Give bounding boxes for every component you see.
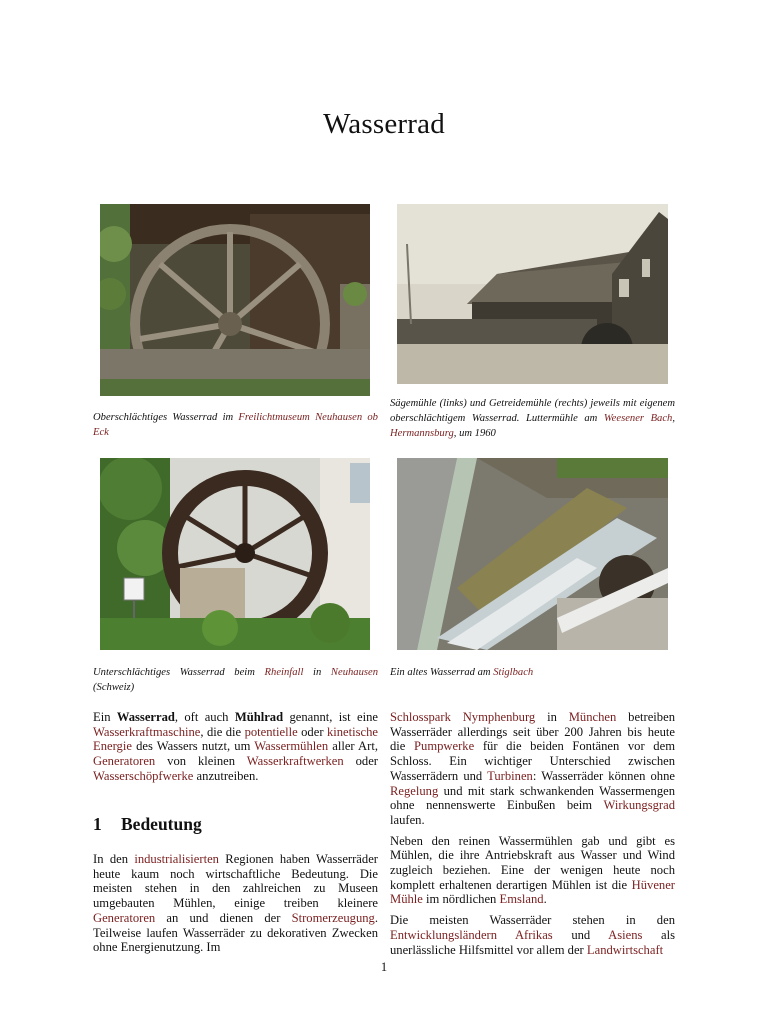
caption-text: Unterschlächtiges Wasserrad beim [93, 667, 265, 678]
text-run: Regionen haben Wasserräder heute kaum noch wirtschaftliche Bedeutung. Die meisten stehen in den zahlreichen zu Museen umgebauten Mühlen, einige treiben kleinere [93, 852, 378, 911]
paragraph-developing-countries [390, 913, 675, 957]
link-landwirtschaft[interactable]: Landwirtschaft [586, 942, 664, 957]
caption-link-freilichtmuseum[interactable]: Freilichtmuseum Neuhausen ob Eck [93, 412, 378, 438]
paragraph-nymphenburg [390, 710, 675, 828]
text-run: oder [343, 754, 378, 769]
text-run: In den [93, 852, 135, 866]
text-run: Neben den reinen Wassermühlen gab und gibt es Mühlen, die ihre Antriebskraft aus Wasser und Wind zugleich beziehen. Eine der wenigen heute noch komplett erhaltenen derartigen Mühlen ist die [390, 833, 675, 892]
text-run: als unerlässliche Hilfsmittel vor allem der [390, 927, 675, 957]
text-run: und mit stark schwankenden Wassermengen ohne nennenswerte Einbußen beim [390, 783, 675, 813]
link-entwicklungslaendern[interactable]: Entwicklungsländern [390, 927, 498, 942]
link-generatoren-2[interactable]: Generatoren [93, 910, 156, 925]
section-number: 1 [93, 814, 102, 834]
link-muenchen[interactable]: München [568, 710, 617, 724]
caption-link-weesener-bach[interactable]: Weesener Bach [603, 413, 673, 424]
caption-text: in [303, 667, 331, 678]
page-title: Wasserrad [323, 108, 445, 140]
caption-text: , [672, 413, 675, 424]
figure-1-image [100, 204, 370, 396]
text-run: aller Art, [328, 739, 378, 754]
text-run: Ein [93, 710, 117, 724]
text-run: anzutreiben. [193, 768, 259, 783]
text-run: und [552, 927, 609, 942]
link-generatoren[interactable]: Generatoren [93, 754, 156, 769]
right-column [390, 710, 675, 963]
left-column-intro [93, 710, 378, 790]
caption-link-hermannsburg[interactable]: Hermannsburg [390, 428, 454, 439]
text-run: laufen. [390, 812, 425, 827]
caption-link-neuhausen[interactable]: Neuhausen [330, 667, 378, 678]
figure-3-image [100, 458, 370, 650]
caption-text: (Schweiz) [93, 682, 135, 693]
link-wasserkraftmaschine[interactable]: Wasserkraftmaschine [93, 724, 201, 739]
text-run: betreiben Wasserräder allerdings seit über 200 Jahren bis heute die [390, 710, 675, 754]
caption-link-stiglbach[interactable]: Stiglbach [493, 667, 534, 678]
text-run: Die meisten Wasserräder stehen in den [390, 913, 675, 928]
link-industrialisierten[interactable]: industrialisierten [134, 852, 219, 866]
link-wasserkraftwerken[interactable]: Wasserkraftwerken [246, 754, 344, 769]
figure-2-caption [390, 396, 675, 441]
text-run: des Wassers nutzt, um [131, 739, 255, 754]
text-run: von kleinen [155, 754, 247, 769]
text-run: genannt, ist eine [283, 710, 378, 724]
section-paragraph [93, 852, 378, 955]
link-turbinen[interactable]: Turbinen [487, 768, 533, 783]
link-wassermuehlen[interactable]: Wassermühlen [254, 739, 329, 754]
text-run: . Teilweise laufen Wasserräder zu dekorativen Zwecken ohne Energienutzung. Im [93, 910, 378, 955]
link-afrikas[interactable]: Afrikas [514, 927, 553, 942]
figure-2-image [397, 204, 668, 384]
figure-4-caption [390, 665, 675, 680]
page-number: 1 [380, 960, 388, 974]
paragraph-hybrid-mills [390, 834, 675, 908]
link-huevener-muehle[interactable]: Hüvener Mühle [390, 877, 675, 907]
text-run: : Wasserräder können ohne [532, 768, 675, 783]
text-run: . [543, 892, 547, 907]
caption-text: Sägemühle (links) und Getreidemühle (rechts) jeweils mit eigenem oberschlächtigem Wasserrad. Luttermühle am [390, 398, 675, 424]
link-emsland[interactable]: Emsland [499, 892, 544, 907]
term-muehlrad: Mühlrad [234, 710, 284, 724]
link-stromerzeugung[interactable]: Stromerzeugung [291, 910, 375, 925]
text-run: im nördlichen [422, 892, 500, 907]
text-run: in [535, 710, 569, 724]
section-title: Bedeutung [121, 814, 202, 834]
text-run: für die beiden Fontänen vor dem Schloss. Ein wichtiger Unterschied zwischen Wasserrädern und [390, 739, 675, 783]
figure-1-caption [93, 410, 378, 440]
text-run: , die die [200, 724, 245, 739]
link-wasserschoepfwerke[interactable]: Wasserschöpfwerke [93, 768, 194, 783]
link-schlosspark-nymphenburg[interactable]: Schlosspark Nymphenburg [390, 710, 536, 724]
link-wirkungsgrad[interactable]: Wirkungsgrad [603, 798, 675, 813]
link-pumpwerke[interactable]: Pumpwerke [414, 739, 475, 754]
left-column-section-text [93, 852, 378, 961]
caption-text: Oberschlächtiges Wasserrad im [93, 412, 239, 423]
link-regelung[interactable]: Regelung [390, 783, 439, 798]
caption-text: , um 1960 [453, 428, 496, 439]
text-run [497, 928, 515, 942]
link-kinetische-energie[interactable]: kinetische Energie [93, 724, 378, 754]
text-run: an und dienen der [155, 910, 292, 925]
figure-3-caption [93, 665, 378, 695]
caption-link-rheinfall[interactable]: Rheinfall [264, 667, 304, 678]
section-heading [93, 814, 378, 835]
figure-4-image [397, 458, 668, 650]
link-potentielle[interactable]: potentielle [244, 724, 298, 739]
text-run: , oft auch [174, 710, 235, 724]
intro-paragraph [93, 710, 378, 784]
term-wasserrad: Wasserrad [116, 710, 175, 724]
link-asiens[interactable]: Asiens [608, 927, 643, 942]
text-run: oder [297, 724, 327, 739]
caption-text: Ein altes Wasserrad am [390, 667, 494, 678]
